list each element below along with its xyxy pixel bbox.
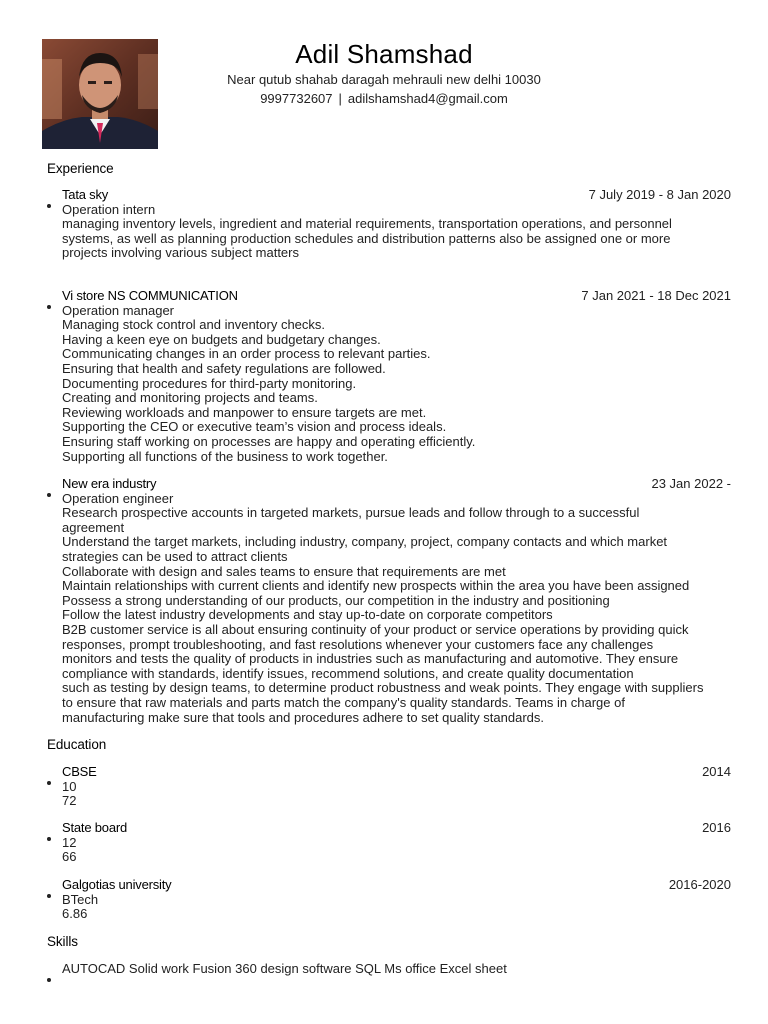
experience-line: managing inventory levels, ingredient and material requirements, transportation operations, and personnel xyxy=(62,216,672,232)
experience-dates: 7 July 2019 - 8 Jan 2020 xyxy=(588,187,731,202)
skills-heading: Skills xyxy=(47,934,78,949)
profile-photo-image xyxy=(42,39,158,149)
experience-line: Reviewing workloads and manpower to ensure targets are met. xyxy=(62,404,427,420)
experience-company: Tata sky xyxy=(62,187,109,202)
education-line: BTech xyxy=(62,891,99,907)
experience-dates: 23 Jan 2022 - xyxy=(651,476,731,491)
profile-photo xyxy=(42,39,158,149)
experience-line: monitors and tests the quality of products in industries such as manufacturing and automotive. They ensure xyxy=(62,651,679,667)
skills-item xyxy=(47,962,731,977)
education-year: 2016 xyxy=(702,820,731,835)
phone-number: 9997732607 xyxy=(260,91,333,106)
experience-line: Research prospective accounts in targeted markets, pursue leads and follow through to a successful xyxy=(62,505,640,521)
experience-line: to ensure that raw materials and parts match the company's quality standards. Teams in charge of xyxy=(62,694,625,710)
experience-item xyxy=(47,188,731,261)
education-institution: Galgotias university xyxy=(62,877,172,892)
experience-company: Vi store NS COMMUNICATION xyxy=(62,288,238,303)
experience-heading: Experience xyxy=(47,161,114,176)
experience-line: responses, prompt troubleshooting, and fast resolutions whenever your customers face any challenges xyxy=(62,636,654,652)
education-line: 6.86 xyxy=(62,906,88,922)
experience-line: compliance with standards, identify issues, recommend solutions, and create quality documentation xyxy=(62,665,634,681)
education-line: 72 xyxy=(62,793,77,809)
experience-line: systems, as well as planning production schedules and distribution patterns also be assigned one or more xyxy=(62,230,671,246)
education-year: 2014 xyxy=(702,764,731,779)
email-address: adilshamshad4@gmail.com xyxy=(347,91,508,106)
experience-line: Ensuring that health and safety regulations are followed. xyxy=(62,360,386,376)
experience-line: Operation engineer xyxy=(62,490,174,506)
education-item xyxy=(47,765,731,809)
education-heading: Education xyxy=(47,737,107,752)
experience-line: Operation manager xyxy=(62,302,175,318)
experience-line: Maintain relationships with current clients and identify new prospects within the area you have been assigned xyxy=(62,578,690,594)
education-line: 10 xyxy=(62,778,77,794)
education-line: 66 xyxy=(62,849,77,865)
education-institution: CBSE xyxy=(62,764,97,779)
education-item xyxy=(47,821,731,865)
skills-list: AUTOCAD Solid work Fusion 360 design software SQL Ms office Excel sheet xyxy=(62,961,507,976)
experience-line: manufacturing make sure that tools and procedures adhere to set quality standards. xyxy=(62,709,545,725)
experience-line: Supporting the CEO or executive team’s vision and process ideals. xyxy=(62,419,447,435)
experience-company: New era industry xyxy=(62,476,157,491)
education-item xyxy=(47,878,731,922)
experience-item xyxy=(47,477,731,725)
experience-line: projects involving various subject matters xyxy=(62,245,299,261)
experience-line: B2B customer service is all about ensuring continuity of your product or service operations by providing quick xyxy=(62,621,689,637)
experience-line: Documenting procedures for third-party monitoring. xyxy=(62,375,357,391)
resume-header xyxy=(150,38,618,108)
education-line: 12 xyxy=(62,834,77,850)
experience-line: Ensuring staff working on processes are happy and operating efficiently. xyxy=(62,433,476,449)
candidate-name: Adil Shamshad xyxy=(295,39,473,69)
experience-line: Communicating changes in an order process to relevant parties. xyxy=(62,346,431,362)
experience-line: Understand the target markets, including industry, company, project, company contacts and which market xyxy=(62,534,668,550)
candidate-address: Near qutub shahab daragah mehrauli new delhi 10030 xyxy=(227,72,541,87)
education-institution: State board xyxy=(62,820,128,835)
experience-line: Follow the latest industry developments and stay up-to-date on corporate competitors xyxy=(62,607,553,623)
experience-item xyxy=(47,289,731,464)
contact-line xyxy=(150,89,618,108)
experience-line: Managing stock control and inventory checks. xyxy=(62,317,326,333)
contact-separator: | xyxy=(338,91,342,106)
experience-line: Having a keen eye on budgets and budgetary changes. xyxy=(62,331,381,347)
experience-line: strategies can be used to attract clients xyxy=(62,548,288,564)
experience-line: Possess a strong understanding of our products, our competition in the industry and positioning xyxy=(62,592,610,608)
experience-dates: 7 Jan 2021 - 18 Dec 2021 xyxy=(581,288,731,303)
experience-line: Operation intern xyxy=(62,201,156,217)
experience-line: such as testing by design teams, to determine product robustness and weak points. They engage with suppliers xyxy=(62,680,704,696)
experience-line: Creating and monitoring projects and teams. xyxy=(62,390,318,406)
experience-line: agreement xyxy=(62,519,125,535)
experience-line: Supporting all functions of the business to work together. xyxy=(62,448,388,464)
experience-line: Collaborate with design and sales teams to ensure that requirements are met xyxy=(62,563,506,579)
education-year: 2016-2020 xyxy=(668,877,731,892)
